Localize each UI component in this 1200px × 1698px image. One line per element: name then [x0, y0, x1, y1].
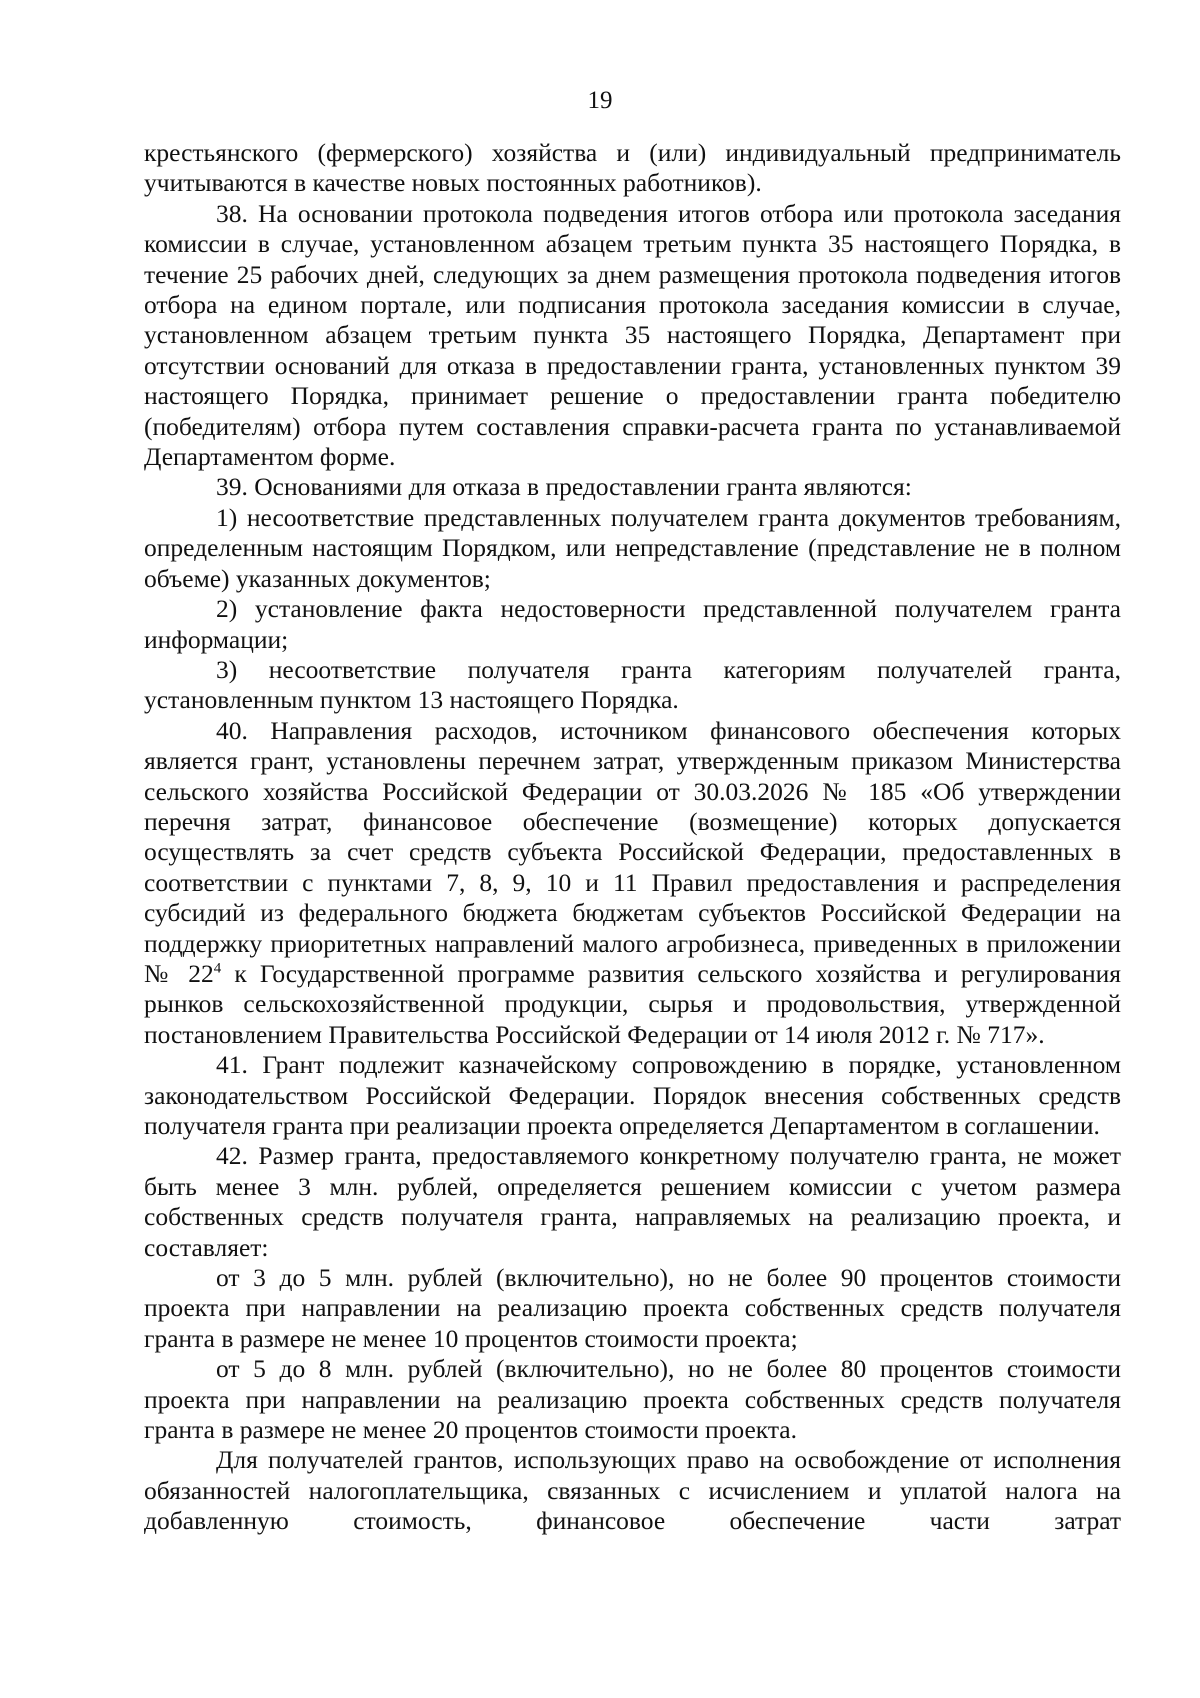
paragraph-42: 42. Размер гранта, предоставляемого конкретному получателю гранта, не может быть менее 3 млн. рублей, определяется решением комиссии с учетом размера собственных средств получателя гранта, направляемых на реализацию проекта, и составляет: [144, 1141, 1121, 1262]
paragraph-39: 39. Основаниями для отказа в предоставлении гранта являются: [216, 472, 912, 502]
paragraph-vat-exempt: Для получателей грантов, использующих право на освобождение от исполнения обязанностей налогоплательщика, связанных с исчислением и уплатой налога на добавленную стоимость, финансовое обеспечение части затрат [144, 1445, 1121, 1536]
paragraph-40-part-2: к Государственной программе развития сельского хозяйства и регулирования рынков сельскохозяйственной продукции, сырья и продовольствия, утвержденной постановлением Правительства Российской Федерации от 14 июля 2012 г. № 717». [144, 958, 1121, 1049]
paragraph-39-item-2: 2) установление факта недостоверности представленной получателем гранта информации; [144, 594, 1121, 654]
paragraph-42-option-1: от 3 до 5 млн. рублей (включительно), но не более 90 процентов стоимости проекта при направлении на реализацию проекта собственных средств получателя гранта в размере не менее 10 процентов стоимости проекта; [144, 1263, 1121, 1353]
paragraph-continuation: крестьянского (фермерского) хозяйства и (или) индивидуальный предприниматель учитываются в качестве новых постоянных работников). [144, 138, 1121, 198]
document-body [144, 138, 1121, 1537]
paragraph-41: 41. Грант подлежит казначейскому сопровождению в порядке, установленном законодательством Российской Федерации. Порядок внесения собственных средств получателя гранта при реализации проекта определяется Департаментом в соглашении. [144, 1050, 1121, 1140]
paragraph-40 [144, 716, 1121, 1050]
appendix-superscript: 4 [213, 960, 222, 977]
paragraph-39-item-1: 1) несоответствие представленных получателем гранта документов требованиям, определенным настоящим Порядком, или непредставление (представление не в полном объеме) указанных документов; [144, 502, 1121, 593]
paragraph-40-part-1: 40. Направления расходов, источником финансового обеспечения которых является грант, установлены перечнем затрат, утвержденным приказом Министерства сельского хозяйства Российской Федерации от 30.03.2026 № 185 «Об утверждении перечня затрат, финансовое обеспечение (возмещение) которых допускается осуществлять за счет средств субъекта Российской Федерации, предоставленных в соответствии с пунктами 7, 8, 9, 10 и 11 Правил предоставления и распределения субсидий из федерального бюджета бюджетам субъектов Российской Федерации на поддержку приоритетных направлений малого агробизнеса, приведенных в приложении № 22 [144, 715, 1121, 988]
paragraph-39-item-3: 3) несоответствие получателя гранта категориям получателей гранта, установленным пунктом 13 настоящего Порядка. [144, 654, 1121, 715]
paragraph-42-option-2: от 5 до 8 млн. рублей (включительно), но не более 80 процентов стоимости проекта при направлении на реализацию проекта собственных средств получателя гранта в размере не менее 20 процентов стоимости проекта. [144, 1354, 1121, 1445]
page-number: 19 [587, 87, 613, 114]
paragraph-38: 38. На основании протокола подведения итогов отбора или протокола заседания комиссии в случае, установленном абзацем третьим пункта 35 настоящего Порядка, в течение 25 рабочих дней, следующих за днем размещения протокола подведения итогов отбора на едином портале, или подписания протокола заседания комиссии в случае, установленном абзацем третьим пункта 35 настоящего Порядка, Департамент при отсутствии оснований для отказа в предоставлении гранта, установленных пунктом 39 настоящего Порядка, принимает решение о предоставлении гранта победителю (победителям) отбора путем составления справки-расчета гранта по устанавливаемой Департаментом форме. [144, 198, 1121, 472]
